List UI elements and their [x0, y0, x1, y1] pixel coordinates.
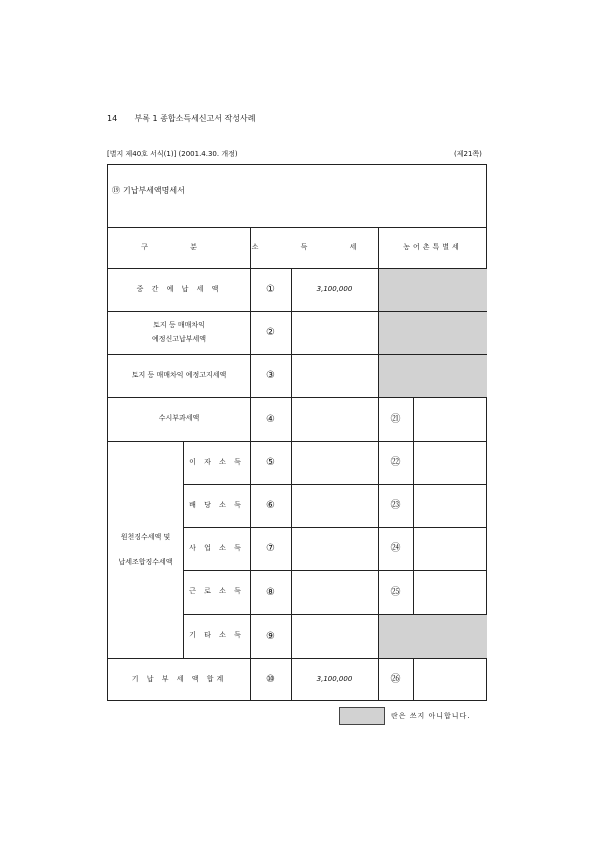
row-label-occasional: 수시부과세액 [158, 414, 200, 423]
legend-swatch [339, 707, 385, 725]
prepaid-tax-form [107, 164, 487, 701]
page-number: 14 [107, 114, 118, 123]
row-number: ⑥ [266, 500, 275, 511]
section-title-text: 기납부세액명세서 [123, 186, 185, 195]
row-label-dividend: 배 당 소 득 [189, 500, 244, 509]
grid-line [291, 268, 292, 701]
page-tag: (제21쪽) [454, 150, 482, 158]
row-number: ① [266, 284, 275, 295]
label-line: 토지 등 매매차익 [153, 321, 205, 330]
page-header [107, 113, 255, 124]
rural-row-number: ㉕ [390, 586, 401, 598]
label-line: 납세조합징수세액 [118, 557, 173, 566]
row-label-total: 기 납 부 세 액 합계 [131, 674, 227, 683]
grid-line [413, 658, 414, 701]
row-number: ⑩ [266, 674, 275, 685]
group-label-withholding [108, 441, 183, 658]
section-title [112, 185, 185, 196]
row-number: ⑤ [266, 457, 275, 468]
value-interim: 3,100,000 [316, 284, 353, 293]
header-category: 구 분 [141, 242, 217, 251]
shaded-cell [378, 268, 487, 311]
row-number: ② [266, 327, 275, 338]
rural-row-number: ㉓ [390, 500, 401, 511]
appendix-title: 부록 1 종합소득세신고서 작성사례 [134, 114, 256, 123]
row-label-interest: 이 자 소 득 [189, 457, 244, 466]
row-label-land-notice: 토지 등 매매차익 예정고지세액 [131, 370, 227, 379]
rural-row-number: ㉔ [390, 543, 401, 554]
rural-row-number: ㉖ [390, 674, 401, 685]
form-identifier: [별지 제40호 서식(1)] (2001.4.30. 개정) [107, 150, 238, 158]
row-label-other: 기 타 소 득 [189, 631, 244, 640]
row-number: ⑨ [266, 630, 275, 642]
header-income-tax: 소 득 세 [251, 242, 377, 251]
shaded-cell [378, 311, 487, 354]
value-total: 3,100,000 [316, 674, 353, 683]
row-number: ④ [266, 413, 275, 425]
row-label-earned: 근 로 소 득 [189, 587, 244, 596]
row-number: ⑦ [266, 543, 275, 554]
row-number: ③ [266, 370, 275, 381]
row-number: ⑧ [266, 586, 275, 598]
row-label-interim: 중 간 예 납 세 액 [136, 284, 222, 293]
rural-row-number: ㉒ [390, 457, 401, 468]
legend-text: 란은 쓰지 아니합니다. [391, 712, 471, 720]
label-line: 예정신고납부세액 [151, 334, 207, 343]
shaded-cell [378, 354, 487, 397]
row-label-land-filing [108, 311, 250, 354]
grid-line [413, 397, 414, 614]
row-label-business: 사 업 소 득 [189, 543, 244, 552]
section-number: ⑲ [112, 186, 120, 195]
header-rural-tax: 농어촌특별세 [403, 242, 462, 251]
shaded-cell [378, 614, 487, 658]
rural-row-number: ㉑ [390, 413, 401, 425]
label-line: 원천징수세액 및 [120, 533, 171, 541]
